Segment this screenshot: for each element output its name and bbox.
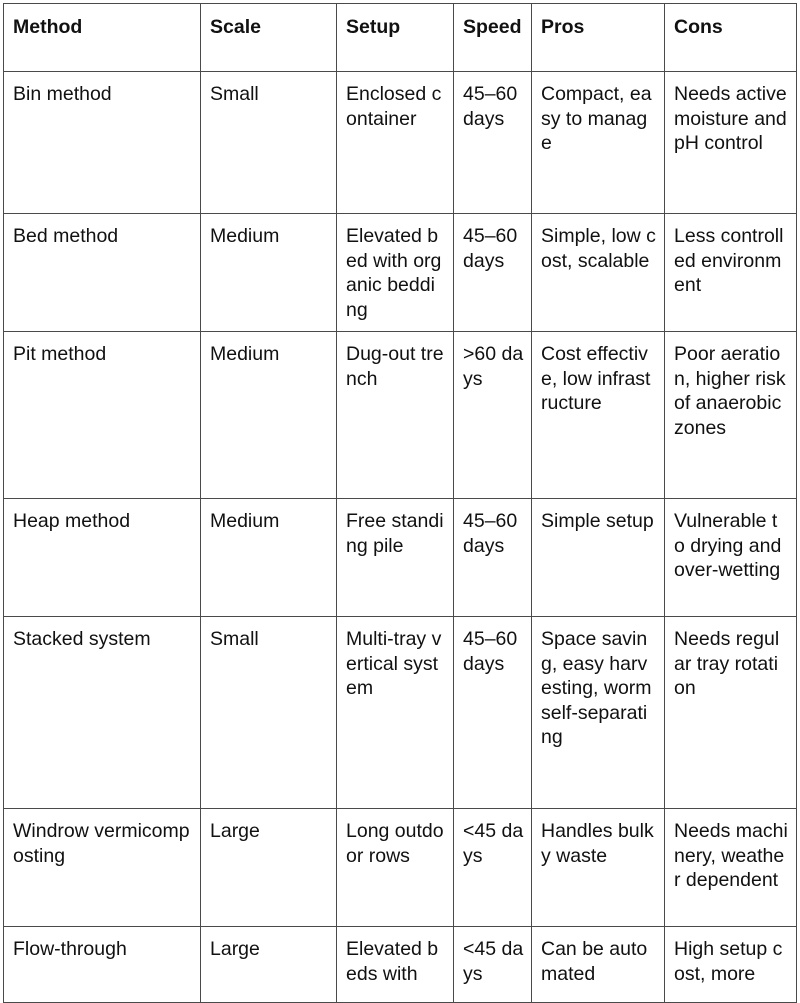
cell-speed: 45–60 days — [454, 617, 532, 809]
table-row — [4, 214, 797, 332]
cell-pros: Can be automated — [532, 927, 665, 1003]
cell-cons: Poor aeration, higher risk of anaerobic zones — [665, 332, 797, 499]
cell-method: Bed method — [4, 214, 201, 332]
cell-cons: Needs machinery, weather dependent — [665, 809, 797, 927]
table-row — [4, 72, 797, 214]
cell-method: Bin method — [4, 72, 201, 214]
cell-cons: Needs active moisture and pH control — [665, 72, 797, 214]
cell-pros: Space saving, easy harvesting, worm self-separating — [532, 617, 665, 809]
cell-setup: Multi-tray vertical system — [337, 617, 454, 809]
table-row — [4, 332, 797, 499]
cell-method: Heap method — [4, 499, 201, 617]
cell-cons: Needs regular tray rotation — [665, 617, 797, 809]
cell-scale: Large — [201, 927, 337, 1003]
header-method: Method — [4, 4, 201, 72]
cell-scale: Medium — [201, 499, 337, 617]
cell-pros: Handles bulky waste — [532, 809, 665, 927]
cell-setup: Long outdoor rows — [337, 809, 454, 927]
cell-scale: Medium — [201, 214, 337, 332]
cell-setup: Free standing pile — [337, 499, 454, 617]
cell-setup: Dug-out trench — [337, 332, 454, 499]
table-row — [4, 809, 797, 927]
cell-setup: Elevated bed with organic bedding — [337, 214, 454, 332]
cell-pros: Cost effective, low infrastructure — [532, 332, 665, 499]
cell-speed: <45 days — [454, 927, 532, 1003]
header-cons: Cons — [665, 4, 797, 72]
table-row — [4, 617, 797, 809]
cell-pros: Simple, low cost, scalable — [532, 214, 665, 332]
cell-pros: Simple setup — [532, 499, 665, 617]
header-speed: Speed — [454, 4, 532, 72]
cell-cons: High setup cost, more — [665, 927, 797, 1003]
composting-methods-table — [3, 3, 797, 1003]
table-row — [4, 499, 797, 617]
cell-method: Flow-through — [4, 927, 201, 1003]
cell-setup: Enclosed container — [337, 72, 454, 214]
cell-speed: 45–60 days — [454, 72, 532, 214]
cell-method: Stacked system — [4, 617, 201, 809]
cell-speed: 45–60 days — [454, 214, 532, 332]
table-row — [4, 927, 797, 1003]
header-row — [4, 4, 797, 72]
cell-speed: >60 days — [454, 332, 532, 499]
header-scale: Scale — [201, 4, 337, 72]
cell-method: Pit method — [4, 332, 201, 499]
cell-pros: Compact, easy to manage — [532, 72, 665, 214]
header-pros: Pros — [532, 4, 665, 72]
cell-scale: Small — [201, 72, 337, 214]
cell-scale: Small — [201, 617, 337, 809]
cell-scale: Medium — [201, 332, 337, 499]
cell-method: Windrow vermicomposting — [4, 809, 201, 927]
cell-cons: Less controlled environment — [665, 214, 797, 332]
cell-speed: 45–60 days — [454, 499, 532, 617]
cell-setup: Elevated beds with — [337, 927, 454, 1003]
header-setup: Setup — [337, 4, 454, 72]
cell-speed: <45 days — [454, 809, 532, 927]
cell-cons: Vulnerable to drying and over-wetting — [665, 499, 797, 617]
cell-scale: Large — [201, 809, 337, 927]
